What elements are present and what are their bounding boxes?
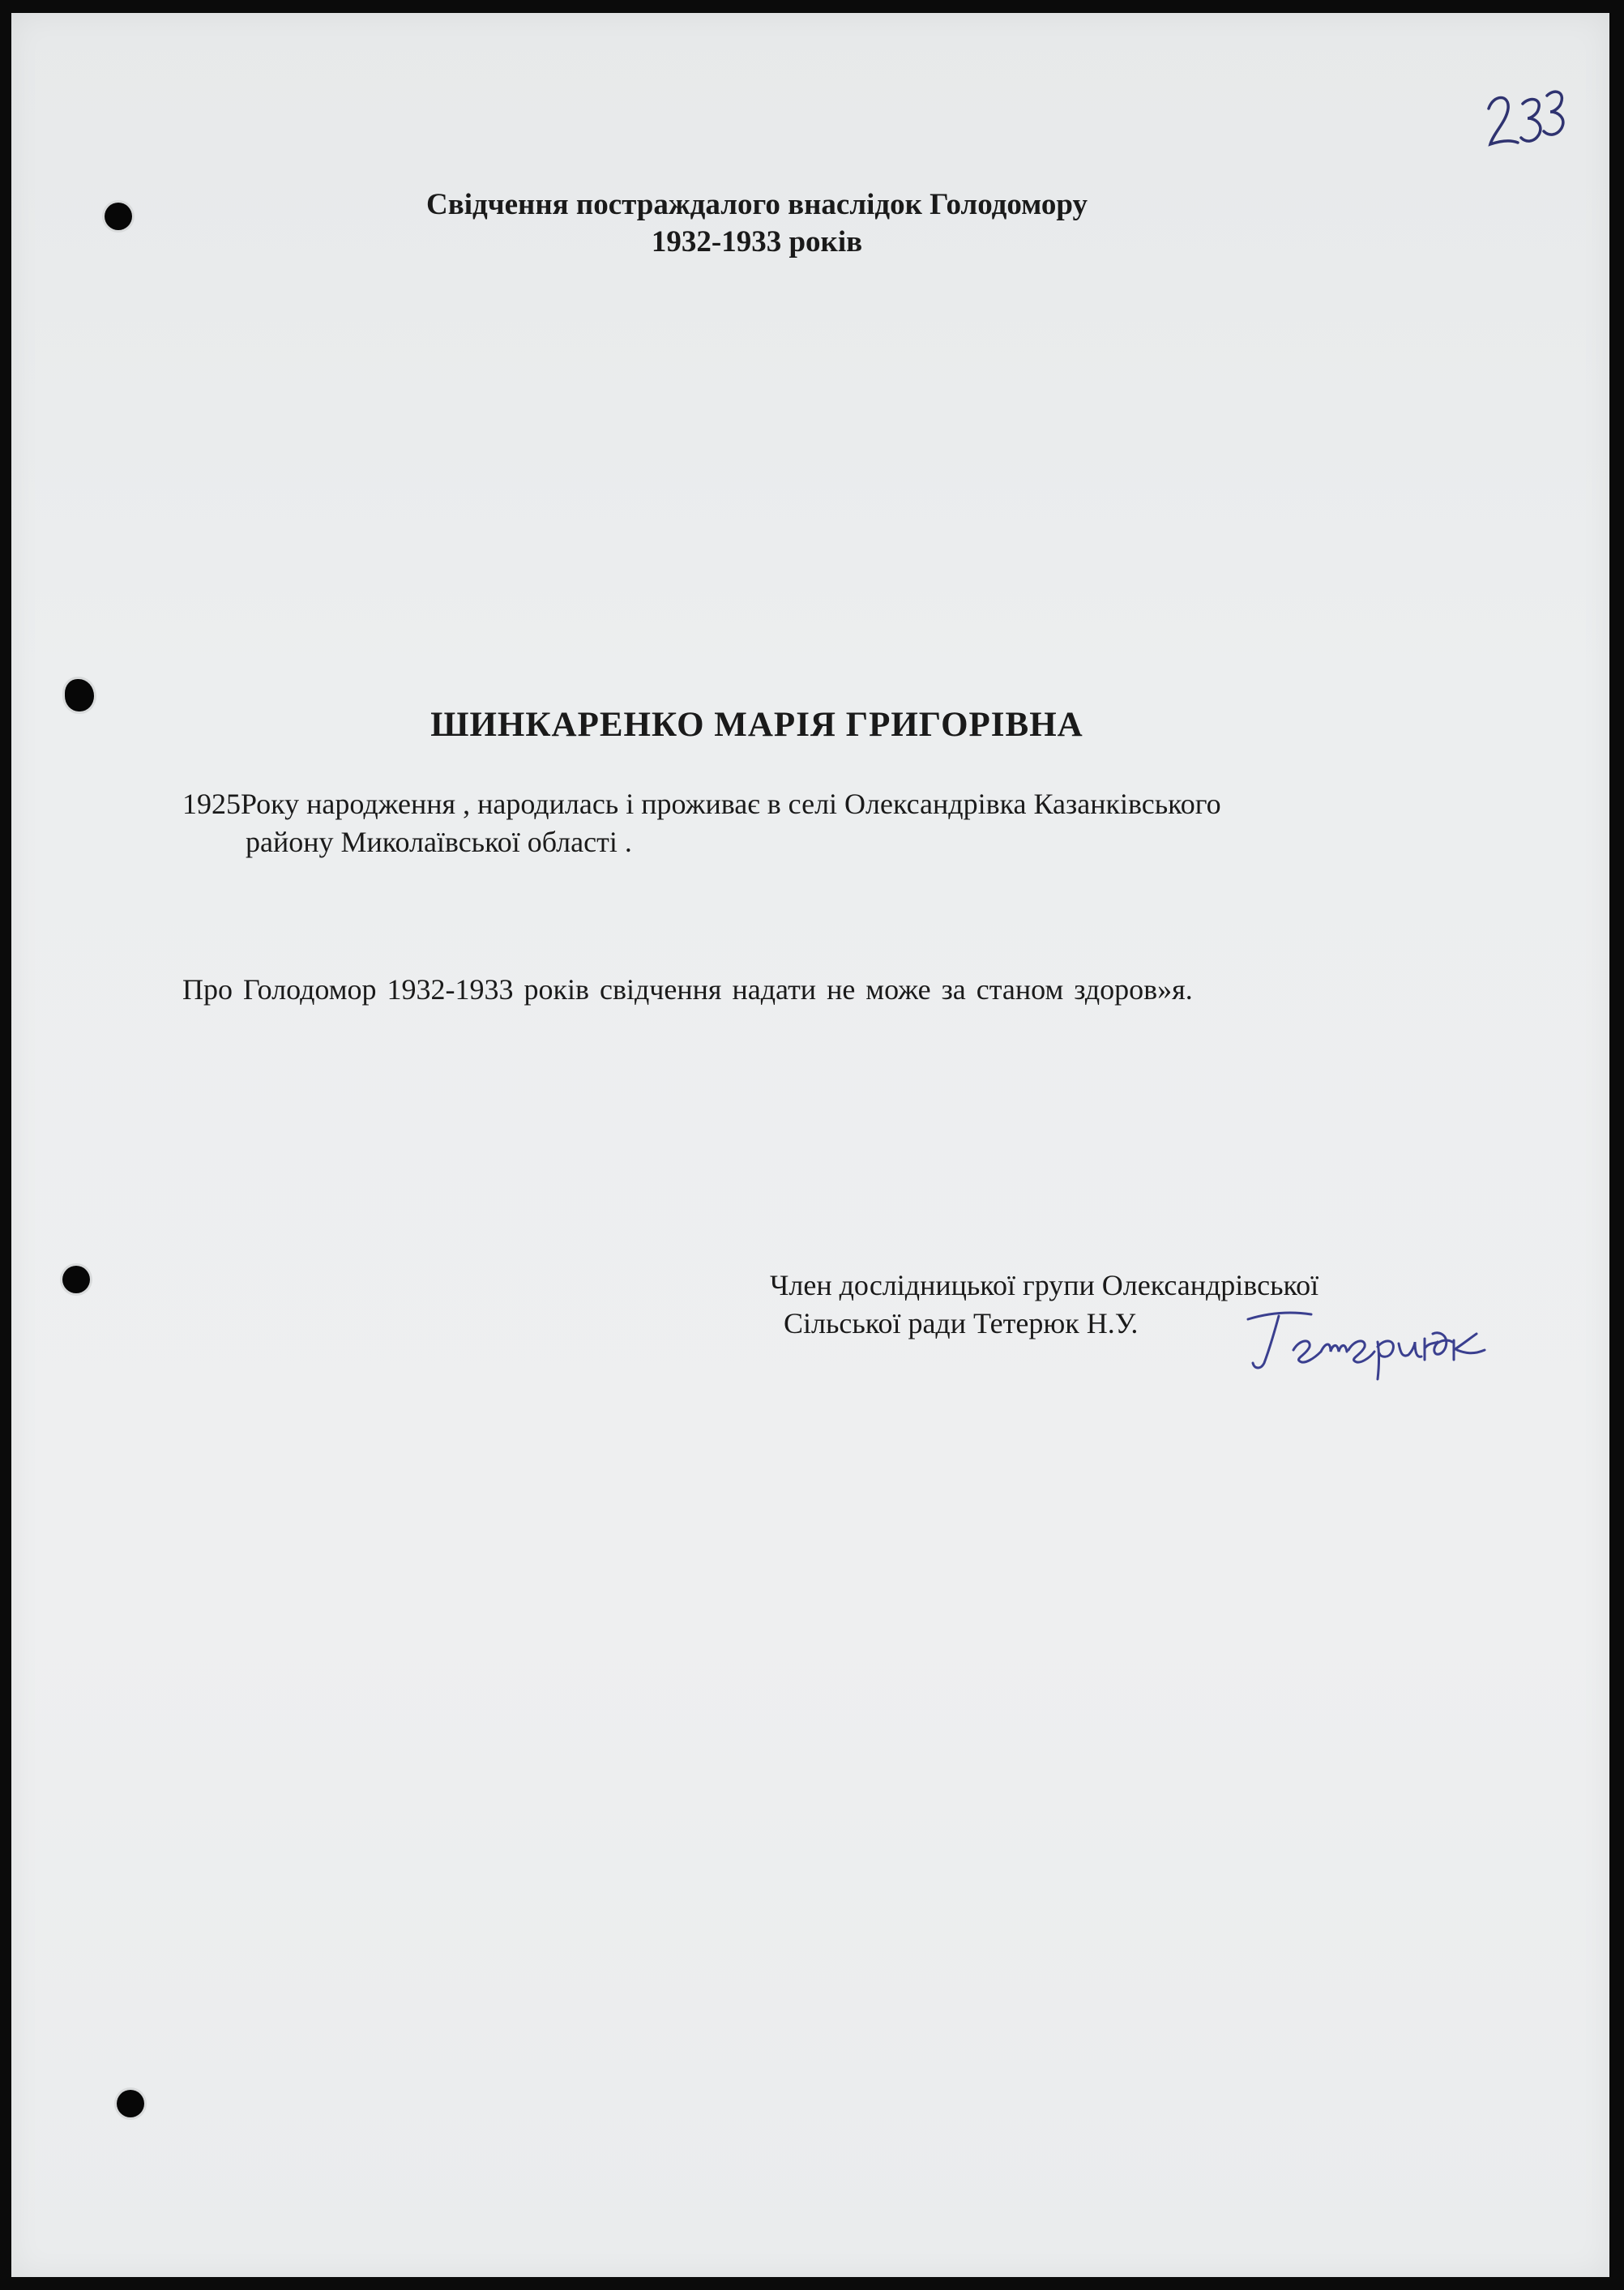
document-header <box>11 186 1502 261</box>
header-years: 1932-1933 років <box>651 225 863 258</box>
statement-text: Про Голодомор 1932-1933 років свідчення надати не може за станом здоров»я. <box>182 973 1193 1006</box>
person-name: ШИНКАРЕНКО МАРІЯ ГРИГОРІВНА <box>430 706 1083 744</box>
header-title: Свідчення постраждалого внаслідок Голодомору <box>426 188 1088 221</box>
signature-caption-line-2: Сільської ради Тетерюк Н.У. <box>784 1307 1139 1339</box>
punch-hole <box>62 1266 90 1293</box>
handwritten-page-number <box>1482 84 1571 157</box>
handwritten-signature <box>1237 1301 1496 1382</box>
punch-hole <box>117 2090 144 2117</box>
signature-caption-line-1: Член дослідницької групи Олександрівської <box>770 1269 1319 1301</box>
bio-line-2: району Миколаївської області . <box>246 826 632 858</box>
document-sheet <box>11 13 1609 2277</box>
bio-line-1: 1925Року народження , народилась і проживає в селі Олександрівка Казанківського <box>182 788 1221 820</box>
